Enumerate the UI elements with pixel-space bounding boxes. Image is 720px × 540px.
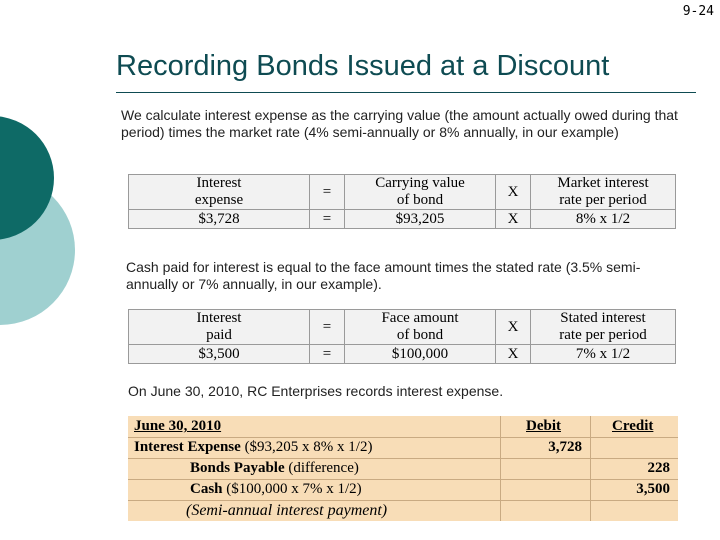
table-cell: 8% x 1/2 [531,210,676,229]
account-cell [190,481,362,498]
journal-intro-text: On June 30, 2010, RC Enterprises records interest expense. [128,383,504,399]
credit-amount: 228 [647,460,670,476]
table-header-cell: X [496,310,531,345]
table-header-cell: Face amount of bond [345,310,496,345]
table-cell: = [310,210,345,229]
table-cell: $3,500 [129,345,310,364]
credit-amount: 3,500 [636,481,670,497]
account-name: Interest Expense [134,439,241,455]
credit-header: Credit [612,418,654,434]
debit-amount: 3,728 [548,439,582,455]
intro-text: We calculate interest expense as the carrying value (the amount actually owed during that period) times the market rate (4% semi-annually or 8% annually, in our example) [121,107,678,140]
title-divider [116,92,696,93]
interest-paid-table [128,309,676,364]
table-header-cell: Carrying value of bond [345,175,496,210]
journal-memo: (Semi-annual interest payment) [186,502,388,519]
table-cell: 7% x 1/2 [531,345,676,364]
account-note: (difference) [284,460,359,476]
cash-text: Cash paid for interest is equal to the face amount times the stated rate (3.5% semi-annually or 7% annually, in our example). [126,259,641,292]
table-header-cell: = [310,175,345,210]
table-cell: X [496,210,531,229]
journal-row-bonds-payable [128,460,678,480]
account-name: Cash [190,481,223,497]
table-cell: X [496,345,531,364]
account-cell [190,460,359,477]
journal-row-interest-expense [128,439,678,459]
table-header-row [129,310,676,345]
account-note: ($93,205 x 8% x 1/2) [240,439,373,455]
account-cell [134,439,372,456]
table-header-row [129,175,676,210]
journal-memo-row [128,502,678,522]
account-name: Bonds Payable [190,460,285,476]
slide-number: 9-24 [682,4,714,19]
table-cell: $3,728 [129,210,310,229]
account-note: ($100,000 x 7% x 1/2) [222,481,362,497]
table-header-cell: Interest expense [129,175,310,210]
table-header-cell: Stated interest rate per period [531,310,676,345]
table-cell: = [310,345,345,364]
table-header-cell: Market interest rate per period [531,175,676,210]
table-cell: $93,205 [345,210,496,229]
journal-date: June 30, 2010 [134,418,222,434]
journal-header-row [128,418,678,438]
decorative-circles [0,0,110,540]
table-cell: $100,000 [345,345,496,364]
journal-row-cash [128,481,678,501]
table-row [129,345,676,364]
table-header-cell: = [310,310,345,345]
table-header-cell: Interest paid [129,310,310,345]
journal-entry [128,416,678,521]
interest-expense-table [128,174,676,229]
debit-header: Debit [526,418,561,434]
page-title: Recording Bonds Issued at a Discount [116,50,610,82]
table-header-cell: X [496,175,531,210]
table-row [129,210,676,229]
